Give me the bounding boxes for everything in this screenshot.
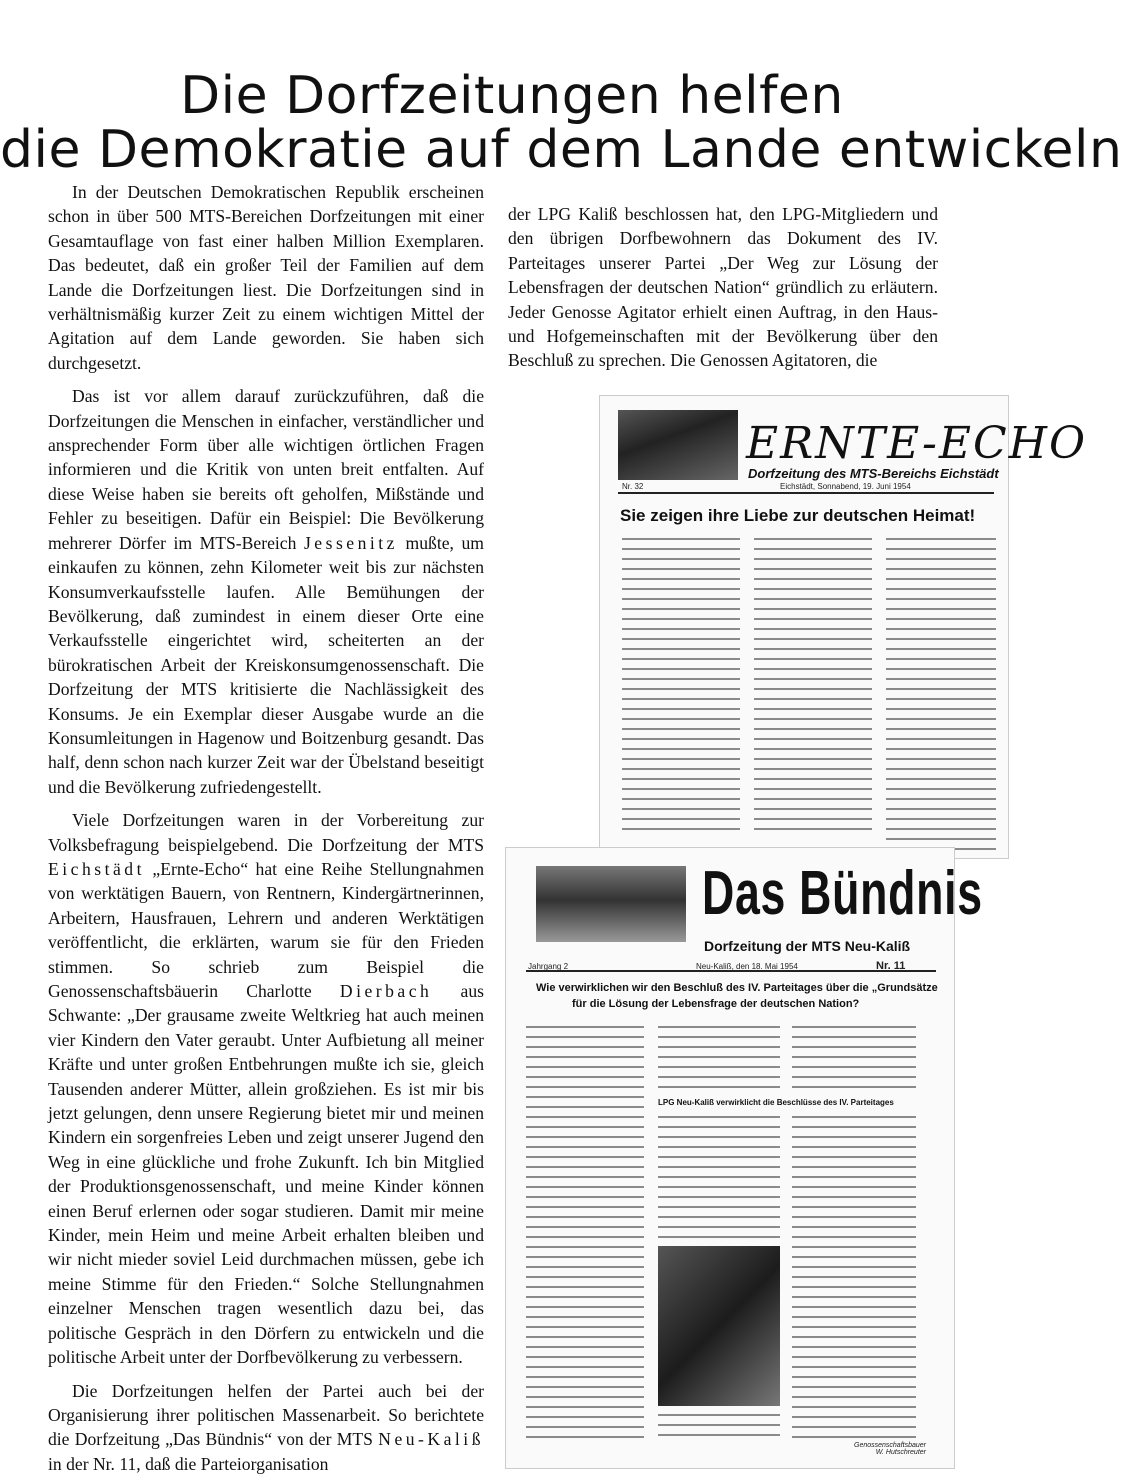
article-paragraph-2 bbox=[48, 384, 484, 799]
paragraph-3-text-b: „Ernte-Echo“ hat eine Reihe Stellungnahmen von werktätigen Bauern, von Rentnern, Kindergärtnerinnen, Arbeitern, Hausfrauen, Lehrern und anderen Werktätigen veröffentlicht, die erklärten, warum sie für den Frieden stimmen. So schrieb zum Beispiel die Genossenschaftsbäuerin Charlotte bbox=[48, 859, 484, 1001]
das-buendnis-text-column-3 bbox=[792, 1026, 916, 1096]
das-buendnis-issue: Nr. 11 bbox=[876, 960, 905, 972]
article-paragraph-3 bbox=[48, 808, 484, 1369]
paragraph-3-text-a: Viele Dorfzeitungen waren in der Vorbereitung zur Volksbefragung beispielgebend. Die Dorfzeitung der MTS bbox=[48, 810, 484, 854]
ernte-echo-subtitle: Dorfzeitung des MTS-Bereichs Eichstädt bbox=[748, 466, 999, 481]
clipping-das-buendnis bbox=[506, 848, 954, 1468]
headline-line-1: Die Dorfzeitungen helfen bbox=[0, 66, 1024, 126]
das-buendnis-text-column-2 bbox=[658, 1026, 780, 1096]
das-buendnis-subhead: LPG Neu-Kaliß verwirklicht die Beschlüsse des IV. Parteitages bbox=[658, 1098, 894, 1107]
ernte-echo-text-column-2 bbox=[754, 538, 872, 838]
das-buendnis-title: Das Bündnis bbox=[702, 858, 983, 929]
signature-name: W. Hutschreuter bbox=[816, 1449, 926, 1456]
paragraph-4-text-a: Die Dorfzeitungen helfen der Partei auch bei der Organisierung ihrer politischen Massenarbeit. So berichtete die Dorfzeitung „Das Bündnis“ von der MTS bbox=[48, 1381, 484, 1450]
clipping-ernte-echo bbox=[600, 396, 1008, 858]
headline-line-2: die Demokratie auf dem Lande entwickeln bbox=[0, 120, 1024, 180]
paragraph-3-text-c: aus Schwante: „Der grausame zweite Weltkrieg hat auch meinen vier Kindern den Vater geraubt. Unter Aufbietung all meiner Kräfte und unter großen Entbehrungen mußte ich sie, gleich Tausenden anderer Mütter, allein großziehen. Es ist mir bis jetzt gelungen, denn unsere Regierung bietet mir und meinen Kindern ein sorgenfreies Leben und zeigt unserer Jugend den Weg in eine glückliche und frohe Zukunft. Ich bin Mitglied der Produktionsgenossenschaft, und meine Kinder können einen Beruf erlernen oder sogar studieren. Damit mir meine Kinder, mein Heim und meine Arbeit erhalten bleiben und wir nicht mieder soviel Leid durchmachen müssen, gebe ich meine Stimme für den Frieden.“ Solche Stellungnahmen einzelner Menschen tragen wesentlich dazu bei, das politische Gespräch in den Dörfern zu entwickeln und die politische Arbeit unter der Dorfbevölkerung zu verbessern. bbox=[48, 981, 484, 1367]
das-buendnis-signature bbox=[816, 1442, 926, 1456]
das-buendnis-headline-line-2: für die Lösung der Lebensfrage der deutschen Nation? bbox=[572, 998, 859, 1010]
paragraph-2-text-b: mußte, um einkaufen zu können, zehn Kilometer weit bis zur nächsten Konsumverkaufsstelle laufen. Alle Bemühungen der Bevölkerung, daß zumindest in einem dieser Orte eine Verkaufsstelle eingerichtet wird, scheiterten an der bürokratischen Arbeit der Kreiskonsumgenossenschaft. Die Dorfzeitung der MTS kritisierte die Nachlässigkeit des Konsums. Je ein Exemplar dieser Ausgabe wurde an die Konsumleitungen in Hagenow und Boitzenburg gesandt. Das half, denn schon nach kurzer Zeit war der Übelstand beseitigt und die Bevölkerung zufriedengestellt. bbox=[48, 533, 484, 797]
place-jessenitz: Jessenitz bbox=[304, 533, 398, 553]
das-buendnis-photo-caption bbox=[658, 1414, 780, 1444]
ernte-echo-text-column-3 bbox=[886, 538, 996, 858]
ernte-echo-title: ERNTE-ECHO bbox=[746, 418, 1087, 469]
place-eichstaedt: Eichstädt bbox=[48, 859, 145, 879]
das-buendnis-subtitle: Dorfzeitung der MTS Neu-Kaliß bbox=[704, 938, 910, 954]
masthead-picture bbox=[618, 410, 738, 480]
das-buendnis-text-column-2b bbox=[658, 1116, 780, 1256]
article-paragraph-4 bbox=[48, 1379, 484, 1476]
masthead-rule bbox=[618, 492, 994, 494]
ernte-echo-date: Eichstädt, Sonnabend, 19. Juni 1954 bbox=[780, 482, 911, 491]
signature-role: Genossenschaftsbauer bbox=[816, 1442, 926, 1449]
ernte-echo-issue: Nr. 32 bbox=[622, 482, 643, 491]
place-neu-kalis: Neu-Kaliß bbox=[378, 1429, 484, 1449]
tractor-photo bbox=[658, 1246, 780, 1406]
das-buendnis-text-column-1 bbox=[526, 1026, 644, 1446]
das-buendnis-text-column-3b bbox=[792, 1116, 916, 1446]
das-buendnis-headline-line-1: Wie verwirklichen wir den Beschluß des IV. Parteitages über die „Grundsätze bbox=[536, 982, 938, 994]
das-buendnis-volume: Jahrgang 2 bbox=[528, 962, 568, 971]
paragraph-4-text-b: in der Nr. 11, daß die Parteiorganisation bbox=[48, 1454, 328, 1474]
article-paragraph-1: In der Deutschen Demokratischen Republik erscheinen schon in über 500 MTS-Bereichen Dorfzeitungen mit einer Gesamtauflage von fast einer halben Million Exemplaren. Das bedeutet, daß ein großer Teil der Familien auf dem Lande die Dorfzeitungen liest. Die Dorfzeitungen sind in verhältnismäßig kurzer Zeit zu einem wichtigen Mittel der Agitation auf dem Lande geworden. Sie haben sich durchgesetzt. bbox=[48, 180, 484, 375]
tractor-picture bbox=[536, 866, 686, 942]
article-paragraph-5: der LPG Kaliß beschlossen hat, den LPG-Mitgliedern und den übrigen Dorfbewohnern das Dokument des IV. Parteitages unserer Partei „Der Weg zur Lösung der Lebensfragen der deutschen Nation“ gründlich zu erläutern. Jeder Genosse Agitator erhielt einen Auftrag, in den Haus- und Hofgemeinschaften mit der Bevölkerung über den Beschluß zu sprechen. Die Genossen Agitatoren, die bbox=[508, 202, 938, 373]
person-dierbach: Dierbach bbox=[340, 981, 432, 1001]
ernte-echo-text-column-1 bbox=[622, 538, 740, 838]
das-buendnis-date: Neu-Kaliß, den 18. Mai 1954 bbox=[696, 962, 798, 971]
article-column-right bbox=[508, 202, 938, 373]
ernte-echo-headline: Sie zeigen ihre Liebe zur deutschen Heimat! bbox=[620, 506, 975, 526]
article-column-left bbox=[48, 180, 484, 1476]
paragraph-2-text-a: Das ist vor allem darauf zurückzuführen, daß die Dorfzeitungen die Menschen in einfacher, verständlicher und ansprechender Form über alle wichtigen örtlichen Fragen informieren und die Kritik von unten breit entfalten. Auf diese Weise haben sie bereits oft geholfen, Mißstände und Fehler zu beseitigen. Dafür ein Beispiel: Die Bevölkerung mehrerer Dörfer im MTS-Bereich bbox=[48, 386, 484, 552]
